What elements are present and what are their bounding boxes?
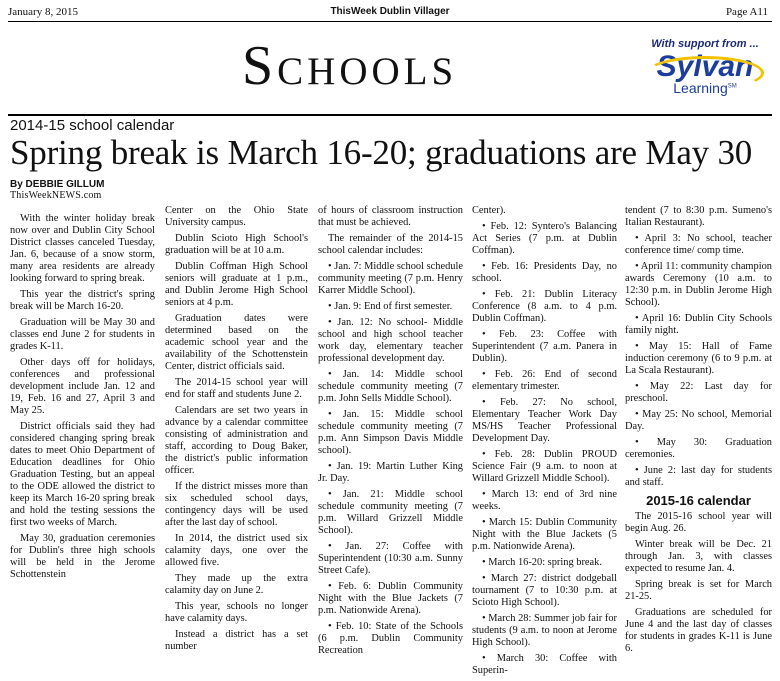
column-3: [318, 205, 463, 661]
section-title: Schools: [242, 35, 458, 97]
paragraph: Spring break is set for March 21-25.: [625, 579, 772, 602]
calendar-item: • Feb. 21: Dublin Literacy Conference (8 a.m. to 4 p.m. Dublin Coffman).: [472, 289, 617, 324]
calendar-item: • Jan. 12: No school- Middle school and high school teacher work day, elementary teacher professional development day.: [318, 317, 463, 364]
sylvan-logo: [640, 52, 770, 82]
column-5: [625, 205, 772, 659]
paragraph: In 2014, the district used six calamity days, one over the allowed five.: [165, 533, 308, 568]
calendar-item: • Jan. 9: End of first semester.: [328, 301, 453, 312]
calendar-item: • Feb. 23: Coffee with Superintendent (7 a.m. Panera in Dublin).: [472, 329, 617, 364]
calendar-item: • March 30: Coffee with Superin-: [472, 653, 617, 676]
calendar-item: • Feb. 10: State of the Schools (6 p.m. Dublin Community Recreation: [318, 621, 463, 656]
column-2: [165, 205, 308, 657]
page-header: [8, 6, 772, 20]
calendar-item: • April 11: community champion awards Ceremony (10 a.m. to 12:30 p.m. in Dublin Jerome High School).: [625, 261, 772, 308]
calendar-item: • Jan. 19: Martin Luther King Jr. Day.: [318, 461, 463, 484]
calendar-item: • Feb. 6: Dublin Community Night with the Blue Jackets (7 p.m. Nationwide Arena).: [318, 581, 463, 616]
calendar-item: • Jan. 27: Coffee with Superintendent (10:30 a.m. Sunny Street Cafe).: [318, 541, 463, 576]
paragraph: This year, schools no longer have calamity days.: [165, 601, 308, 624]
calendar-item: • Feb. 27: No school, Elementary Teacher Work Day MS/HS Teacher Professional Development Day.: [472, 397, 617, 444]
calendar-item: • May 15: Hall of Fame induction ceremony (6 to 9 p.m. at La Scala Restaurant).: [625, 341, 772, 376]
article-body: [0, 205, 780, 676]
calendar-item: • April 16: Dublin City Schools family night.: [625, 313, 772, 336]
calendar-item: • Jan. 14: Middle school schedule community meeting (7 p.m. John Sells Middle School).: [318, 369, 463, 404]
paragraph: District officials said they had considered changing spring break dates to meet Ohio Department of Education deadlines for Ohio Graduation Testing, but an appeal to the ODE allowed the district to keep its March 16-20 spring break and hold the testing sessions the first two weeks of March.: [10, 421, 155, 528]
paragraph: Dublin Scioto High School's graduation will be at 10 a.m.: [165, 233, 308, 256]
paragraph: They made up the extra calamity day on June 2.: [165, 573, 308, 596]
calendar-item: • May 25: No school, Memorial Day.: [625, 409, 772, 432]
paragraph: Graduation dates were determined based on the academic school year and the availability of the Schottenstein Center, district officials said.: [165, 313, 308, 372]
paragraph: Instead a district has a set number: [165, 629, 308, 652]
calendar-item: • March 15: Dublin Community Night with the Blue Jackets (5 p.m. Nationwide Arena).: [472, 517, 617, 552]
calendar-item: • March 16-20: spring break.: [482, 557, 602, 568]
paragraph: Calendars are set two years in advance by a calendar committee consisting of administration and staff, according to Doug Baker, the district's public information officer.: [165, 405, 308, 476]
calendar-item: • Feb. 16: Presidents Day, no school.: [472, 261, 617, 284]
calendar-item: • Feb. 26: End of second elementary trimester.: [472, 369, 617, 392]
calendar-item: • Feb. 12: Syntero's Balancing Act Series (7 p.m. at Dublin Coffman).: [472, 221, 617, 256]
subhead-2015-16: 2015-16 calendar: [646, 493, 751, 508]
article-site: ThisWeekNEWS.com: [10, 190, 102, 201]
paragraph: May 30, graduation ceremonies for Dublin's three high schools will be held in the Jerome Schottenstein: [10, 533, 155, 580]
trademark-mark: SM: [727, 83, 737, 90]
sponsor-brand-sub: Learning℠: [673, 80, 737, 96]
paragraph: Dublin Coffman High School seniors will graduate at 1 p.m., and Dublin Jerome High School seniors at 4 p.m.: [165, 261, 308, 308]
header-rule: [8, 21, 772, 22]
paragraph: tendent (7 to 8:30 p.m. Sumeno's Italian Restaurant).: [625, 205, 772, 228]
title-rule: [8, 114, 772, 116]
paragraph: Other days off for holidays, conferences and professional development include Jan. 12 and 19, Feb. 16 and 27, April 3 and May 25.: [10, 357, 155, 416]
column-1: [10, 213, 155, 585]
paragraph: The 2015-16 school year will begin Aug. 26.: [625, 511, 772, 534]
sponsor-block: [640, 38, 770, 96]
publication-name: ThisWeek Dublin Villager: [330, 6, 450, 17]
issue-date: January 8, 2015: [8, 6, 78, 18]
paragraph: The remainder of the 2014-15 school calendar includes:: [318, 233, 463, 256]
article-byline: By DEBBIE GILLUM: [10, 179, 105, 190]
paragraph: This year the district's spring break will be March 16-20.: [10, 289, 155, 312]
calendar-item: • Jan. 15: Middle school schedule community meeting (7 p.m. Ann Simpson Davis Middle school).: [318, 409, 463, 456]
paragraph: Center).: [472, 205, 506, 216]
article-headline: Spring break is March 16-20; graduations are May 30: [10, 133, 753, 172]
paragraph: of hours of classroom instruction that must be achieved.: [318, 205, 463, 228]
calendar-item: • March 27: district dodgeball tournament (7 to 10:30 p.m. at Scioto High School).: [472, 573, 617, 608]
paragraph: Graduations are scheduled for June 4 and the last day of classes for students in grades K-11 is June 6.: [625, 607, 772, 654]
calendar-item: • May 22: Last day for preschool.: [625, 381, 772, 404]
paragraph: Winter break will be Dec. 21 through Jan. 3, with classes expected to resume Jan. 4.: [625, 539, 772, 574]
calendar-item: • Feb. 28: Dublin PROUD Science Fair (9 a.m. to noon at Willard Grizzell Middle School).: [472, 449, 617, 484]
calendar-item: • June 2: last day for students and staff.: [625, 465, 772, 488]
paragraph: Graduation will be May 30 and classes end June 2 for students in grades K-11.: [10, 317, 155, 352]
paragraph: With the winter holiday break now over and Dublin City School District classes canceled Tuesday, Jan. 6, because of a snow storm, many area residents are already looking forward to spring break.: [10, 213, 155, 284]
sponsor-brand: Sylvan: [656, 50, 754, 83]
paragraph: If the district misses more than six scheduled school days, contingency days will be used after the last day of school.: [165, 481, 308, 528]
paragraph: Center on the Ohio State University campus.: [165, 205, 308, 228]
calendar-item: • March 13: end of 3rd nine weeks.: [472, 489, 617, 512]
paragraph: The 2014-15 school year will end for staff and students June 2.: [165, 377, 308, 400]
calendar-item: • March 28: Summer job fair for students (9 a.m. to noon at Jerome High School).: [472, 613, 617, 648]
column-4: [472, 205, 617, 681]
page-number: Page A11: [725, 6, 768, 18]
article-kicker: 2014-15 school calendar: [10, 117, 175, 134]
calendar-item: • May 30: Graduation ceremonies.: [625, 437, 772, 460]
calendar-item: • Jan. 21: Middle school schedule community meeting (7 p.m. Willard Grizzell Middle School).: [318, 489, 463, 536]
sponsor-support-text: With support from ...: [651, 38, 759, 50]
calendar-item: • April 3: No school, teacher conference time/ comp time.: [625, 233, 772, 256]
calendar-item: • Jan. 7: Middle school schedule community meeting (7 p.m. Henry Karrer Middle School).: [318, 261, 463, 296]
